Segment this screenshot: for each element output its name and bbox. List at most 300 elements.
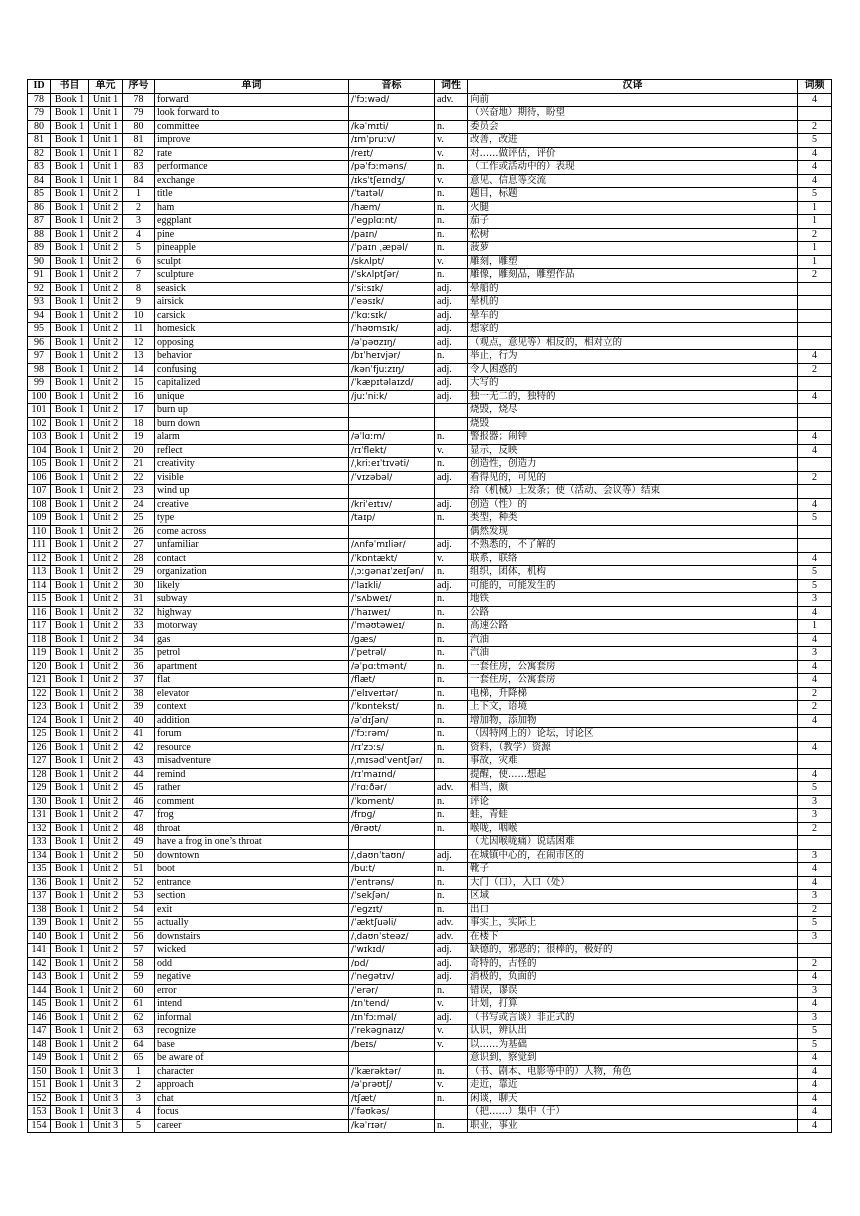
cell-book: Book 1 bbox=[51, 890, 89, 904]
cell-translation: （因特网上的）论坛，讨论区 bbox=[468, 728, 798, 742]
cell-id: 139 bbox=[28, 917, 51, 931]
cell-phonetic: /ˈvɪzəbəl/ bbox=[349, 471, 435, 485]
cell-book: Book 1 bbox=[51, 998, 89, 1012]
cell-pos: n. bbox=[435, 674, 468, 688]
cell-id: 148 bbox=[28, 1038, 51, 1052]
cell-word: visible bbox=[155, 471, 349, 485]
cell-word: come across bbox=[155, 525, 349, 539]
cell-word: forward bbox=[155, 93, 349, 107]
cell-seq: 47 bbox=[123, 809, 155, 823]
cell-id: 117 bbox=[28, 620, 51, 634]
cell-book: Book 1 bbox=[51, 498, 89, 512]
cell-pos: n. bbox=[435, 1119, 468, 1133]
cell-pos: n. bbox=[435, 984, 468, 998]
cell-frequency: 3 bbox=[798, 984, 832, 998]
cell-seq: 55 bbox=[123, 917, 155, 931]
table-row bbox=[28, 836, 832, 850]
cell-frequency: 5 bbox=[798, 134, 832, 148]
cell-translation: 汽油 bbox=[468, 647, 798, 661]
cell-frequency: 2 bbox=[798, 120, 832, 134]
cell-unit: Unit 2 bbox=[89, 822, 123, 836]
table-row bbox=[28, 134, 832, 148]
cell-seq: 53 bbox=[123, 890, 155, 904]
cell-phonetic: /ˈeɡplɑːnt/ bbox=[349, 215, 435, 229]
cell-pos: n. bbox=[435, 228, 468, 242]
cell-phonetic: /ˈlaɪkli/ bbox=[349, 579, 435, 593]
cell-frequency: 3 bbox=[798, 647, 832, 661]
cell-frequency: 4 bbox=[798, 350, 832, 364]
cell-unit: Unit 1 bbox=[89, 147, 123, 161]
cell-word: character bbox=[155, 1065, 349, 1079]
table-row bbox=[28, 161, 832, 175]
cell-unit: Unit 1 bbox=[89, 161, 123, 175]
cell-frequency: 4 bbox=[798, 741, 832, 755]
cell-translation: 评论 bbox=[468, 795, 798, 809]
cell-frequency bbox=[798, 323, 832, 337]
cell-frequency: 2 bbox=[798, 903, 832, 917]
cell-translation: 电梯，升降梯 bbox=[468, 687, 798, 701]
cell-pos: n. bbox=[435, 890, 468, 904]
table-row bbox=[28, 647, 832, 661]
cell-frequency: 1 bbox=[798, 242, 832, 256]
cell-frequency: 5 bbox=[798, 917, 832, 931]
cell-seq: 25 bbox=[123, 512, 155, 526]
cell-book: Book 1 bbox=[51, 1038, 89, 1052]
cell-word: committee bbox=[155, 120, 349, 134]
cell-translation: 汽油 bbox=[468, 633, 798, 647]
cell-id: 121 bbox=[28, 674, 51, 688]
cell-word: type bbox=[155, 512, 349, 526]
cell-word: be aware of bbox=[155, 1052, 349, 1066]
header-frequency: 词频 bbox=[798, 80, 832, 94]
cell-unit: Unit 2 bbox=[89, 498, 123, 512]
table-row bbox=[28, 188, 832, 202]
cell-seq: 7 bbox=[123, 269, 155, 283]
cell-frequency: 3 bbox=[798, 795, 832, 809]
cell-translation: 晕机的 bbox=[468, 296, 798, 310]
cell-id: 83 bbox=[28, 161, 51, 175]
cell-seq: 37 bbox=[123, 674, 155, 688]
table-row bbox=[28, 93, 832, 107]
cell-book: Book 1 bbox=[51, 606, 89, 620]
cell-phonetic: /ˈməʊtəweɪ/ bbox=[349, 620, 435, 634]
cell-unit: Unit 2 bbox=[89, 593, 123, 607]
cell-word: actually bbox=[155, 917, 349, 931]
cell-phonetic: /ɡæs/ bbox=[349, 633, 435, 647]
cell-phonetic bbox=[349, 107, 435, 121]
cell-book: Book 1 bbox=[51, 1052, 89, 1066]
cell-frequency: 1 bbox=[798, 201, 832, 215]
cell-word: frog bbox=[155, 809, 349, 823]
cell-word: downtown bbox=[155, 849, 349, 863]
cell-word: pine bbox=[155, 228, 349, 242]
cell-frequency bbox=[798, 755, 832, 769]
header-translation: 汉译 bbox=[468, 80, 798, 94]
cell-frequency: 2 bbox=[798, 471, 832, 485]
cell-frequency: 5 bbox=[798, 188, 832, 202]
cell-pos: adv. bbox=[435, 930, 468, 944]
cell-translation: 显示，反映 bbox=[468, 444, 798, 458]
cell-frequency: 4 bbox=[798, 876, 832, 890]
cell-phonetic: /ˈkɒntekst/ bbox=[349, 701, 435, 715]
cell-translation: 职业，事业 bbox=[468, 1119, 798, 1133]
cell-phonetic: /ˈkɑːsɪk/ bbox=[349, 309, 435, 323]
cell-translation: 令人困惑的 bbox=[468, 363, 798, 377]
cell-word: sculpture bbox=[155, 269, 349, 283]
cell-frequency: 4 bbox=[798, 1106, 832, 1120]
cell-seq: 60 bbox=[123, 984, 155, 998]
cell-pos: n. bbox=[435, 755, 468, 769]
cell-book: Book 1 bbox=[51, 174, 89, 188]
cell-word: alarm bbox=[155, 431, 349, 445]
cell-id: 100 bbox=[28, 390, 51, 404]
cell-translation: 独一无二的，独特的 bbox=[468, 390, 798, 404]
cell-unit: Unit 2 bbox=[89, 525, 123, 539]
cell-unit: Unit 2 bbox=[89, 458, 123, 472]
table-row bbox=[28, 957, 832, 971]
cell-word: section bbox=[155, 890, 349, 904]
cell-frequency: 4 bbox=[798, 1092, 832, 1106]
cell-frequency: 1 bbox=[798, 215, 832, 229]
cell-unit: Unit 2 bbox=[89, 917, 123, 931]
cell-pos: n. bbox=[435, 215, 468, 229]
cell-translation: 雕刻，雕塑 bbox=[468, 255, 798, 269]
cell-pos: v. bbox=[435, 552, 468, 566]
cell-pos: v. bbox=[435, 174, 468, 188]
cell-seq: 20 bbox=[123, 444, 155, 458]
cell-seq: 26 bbox=[123, 525, 155, 539]
cell-word: creative bbox=[155, 498, 349, 512]
cell-seq: 11 bbox=[123, 323, 155, 337]
table-row bbox=[28, 107, 832, 121]
cell-pos: adj. bbox=[435, 1011, 468, 1025]
cell-word: burn down bbox=[155, 417, 349, 431]
cell-id: 105 bbox=[28, 458, 51, 472]
cell-book: Book 1 bbox=[51, 620, 89, 634]
cell-pos: n. bbox=[435, 188, 468, 202]
cell-frequency bbox=[798, 309, 832, 323]
cell-seq: 43 bbox=[123, 755, 155, 769]
cell-unit: Unit 2 bbox=[89, 890, 123, 904]
cell-translation: 高速公路 bbox=[468, 620, 798, 634]
cell-unit: Unit 2 bbox=[89, 930, 123, 944]
cell-translation: 意识到，察觉到 bbox=[468, 1052, 798, 1066]
cell-id: 106 bbox=[28, 471, 51, 485]
cell-translation: 雕像，雕刻品，雕塑作品 bbox=[468, 269, 798, 283]
cell-pos: n. bbox=[435, 620, 468, 634]
cell-word: focus bbox=[155, 1106, 349, 1120]
cell-frequency: 4 bbox=[798, 498, 832, 512]
table-row bbox=[28, 1106, 832, 1120]
table-row bbox=[28, 714, 832, 728]
cell-phonetic: /frɒɡ/ bbox=[349, 809, 435, 823]
cell-phonetic bbox=[349, 836, 435, 850]
cell-id: 99 bbox=[28, 377, 51, 391]
table-row bbox=[28, 552, 832, 566]
vocabulary-table bbox=[27, 79, 832, 1133]
cell-pos: adj. bbox=[435, 849, 468, 863]
cell-frequency: 3 bbox=[798, 1011, 832, 1025]
cell-word: recognize bbox=[155, 1025, 349, 1039]
cell-frequency bbox=[798, 336, 832, 350]
cell-seq: 40 bbox=[123, 714, 155, 728]
cell-pos: n. bbox=[435, 512, 468, 526]
cell-id: 124 bbox=[28, 714, 51, 728]
cell-pos: n. bbox=[435, 795, 468, 809]
cell-book: Book 1 bbox=[51, 363, 89, 377]
cell-phonetic bbox=[349, 417, 435, 431]
cell-translation: 松树 bbox=[468, 228, 798, 242]
cell-translation: 可能的，可能发生的 bbox=[468, 579, 798, 593]
cell-book: Book 1 bbox=[51, 336, 89, 350]
cell-unit: Unit 2 bbox=[89, 660, 123, 674]
cell-unit: Unit 2 bbox=[89, 566, 123, 580]
table-row bbox=[28, 1092, 832, 1106]
table-row bbox=[28, 593, 832, 607]
cell-seq: 83 bbox=[123, 161, 155, 175]
cell-seq: 44 bbox=[123, 768, 155, 782]
cell-word: eggplant bbox=[155, 215, 349, 229]
cell-seq: 34 bbox=[123, 633, 155, 647]
cell-seq: 5 bbox=[123, 242, 155, 256]
cell-book: Book 1 bbox=[51, 1011, 89, 1025]
cell-translation: 上下文，语境 bbox=[468, 701, 798, 715]
cell-book: Book 1 bbox=[51, 404, 89, 418]
cell-phonetic: /kənˈfjuːzɪŋ/ bbox=[349, 363, 435, 377]
cell-book: Book 1 bbox=[51, 552, 89, 566]
cell-pos: n. bbox=[435, 606, 468, 620]
cell-seq: 82 bbox=[123, 147, 155, 161]
cell-pos: n. bbox=[435, 1065, 468, 1079]
cell-word: opposing bbox=[155, 336, 349, 350]
cell-book: Book 1 bbox=[51, 930, 89, 944]
cell-pos: n. bbox=[435, 458, 468, 472]
cell-id: 86 bbox=[28, 201, 51, 215]
cell-translation: 创造性，创造力 bbox=[468, 458, 798, 472]
cell-book: Book 1 bbox=[51, 660, 89, 674]
table-row bbox=[28, 431, 832, 445]
cell-seq: 5 bbox=[123, 1119, 155, 1133]
cell-unit: Unit 2 bbox=[89, 296, 123, 310]
table-row bbox=[28, 971, 832, 985]
cell-frequency bbox=[798, 728, 832, 742]
cell-id: 140 bbox=[28, 930, 51, 944]
cell-seq: 61 bbox=[123, 998, 155, 1012]
cell-unit: Unit 2 bbox=[89, 336, 123, 350]
cell-word: entrance bbox=[155, 876, 349, 890]
cell-frequency: 4 bbox=[798, 674, 832, 688]
cell-unit: Unit 2 bbox=[89, 714, 123, 728]
cell-translation: 在城镇中心的，在闹市区的 bbox=[468, 849, 798, 863]
cell-seq: 33 bbox=[123, 620, 155, 634]
cell-word: comment bbox=[155, 795, 349, 809]
cell-seq: 50 bbox=[123, 849, 155, 863]
cell-word: airsick bbox=[155, 296, 349, 310]
cell-frequency: 5 bbox=[798, 1038, 832, 1052]
cell-word: elevator bbox=[155, 687, 349, 701]
cell-unit: Unit 2 bbox=[89, 849, 123, 863]
cell-seq: 2 bbox=[123, 1079, 155, 1093]
table-row bbox=[28, 525, 832, 539]
cell-id: 81 bbox=[28, 134, 51, 148]
cell-unit: Unit 2 bbox=[89, 903, 123, 917]
cell-seq: 51 bbox=[123, 863, 155, 877]
table-row bbox=[28, 404, 832, 418]
cell-book: Book 1 bbox=[51, 863, 89, 877]
cell-unit: Unit 2 bbox=[89, 228, 123, 242]
cell-translation: 类型，种类 bbox=[468, 512, 798, 526]
cell-id: 115 bbox=[28, 593, 51, 607]
cell-pos: adv. bbox=[435, 93, 468, 107]
cell-phonetic: /ˈfɔːrəm/ bbox=[349, 728, 435, 742]
cell-book: Book 1 bbox=[51, 957, 89, 971]
cell-frequency: 4 bbox=[798, 971, 832, 985]
cell-book: Book 1 bbox=[51, 971, 89, 985]
cell-id: 103 bbox=[28, 431, 51, 445]
cell-id: 145 bbox=[28, 998, 51, 1012]
table-row bbox=[28, 876, 832, 890]
cell-seq: 49 bbox=[123, 836, 155, 850]
table-row bbox=[28, 1079, 832, 1093]
cell-phonetic: /skʌlpt/ bbox=[349, 255, 435, 269]
cell-id: 134 bbox=[28, 849, 51, 863]
cell-frequency: 3 bbox=[798, 930, 832, 944]
cell-phonetic: /juːˈniːk/ bbox=[349, 390, 435, 404]
cell-unit: Unit 2 bbox=[89, 1052, 123, 1066]
cell-id: 114 bbox=[28, 579, 51, 593]
cell-phonetic bbox=[349, 404, 435, 418]
cell-pos: n. bbox=[435, 863, 468, 877]
cell-pos: n. bbox=[435, 647, 468, 661]
table-row bbox=[28, 498, 832, 512]
cell-phonetic: /ˈeɡzɪt/ bbox=[349, 903, 435, 917]
cell-word: base bbox=[155, 1038, 349, 1052]
cell-frequency: 4 bbox=[798, 768, 832, 782]
table-row bbox=[28, 930, 832, 944]
cell-translation: （兴奋地）期待，盼望 bbox=[468, 107, 798, 121]
cell-seq: 3 bbox=[123, 1092, 155, 1106]
cell-frequency bbox=[798, 417, 832, 431]
cell-seq: 17 bbox=[123, 404, 155, 418]
cell-book: Book 1 bbox=[51, 1119, 89, 1133]
cell-pos: n. bbox=[435, 714, 468, 728]
cell-unit: Unit 2 bbox=[89, 768, 123, 782]
cell-book: Book 1 bbox=[51, 633, 89, 647]
cell-book: Book 1 bbox=[51, 714, 89, 728]
cell-seq: 36 bbox=[123, 660, 155, 674]
cell-book: Book 1 bbox=[51, 444, 89, 458]
cell-unit: Unit 2 bbox=[89, 809, 123, 823]
cell-book: Book 1 bbox=[51, 984, 89, 998]
cell-phonetic: /ˈsiːsɪk/ bbox=[349, 282, 435, 296]
cell-translation: 走近，靠近 bbox=[468, 1079, 798, 1093]
cell-word: intend bbox=[155, 998, 349, 1012]
header-seq: 序号 bbox=[123, 80, 155, 94]
cell-frequency: 4 bbox=[798, 714, 832, 728]
cell-phonetic: /əˈpəʊzɪŋ/ bbox=[349, 336, 435, 350]
cell-book: Book 1 bbox=[51, 188, 89, 202]
cell-unit: Unit 2 bbox=[89, 876, 123, 890]
cell-seq: 10 bbox=[123, 309, 155, 323]
cell-unit: Unit 2 bbox=[89, 741, 123, 755]
cell-id: 141 bbox=[28, 944, 51, 958]
cell-seq: 58 bbox=[123, 957, 155, 971]
cell-id: 131 bbox=[28, 809, 51, 823]
cell-word: boot bbox=[155, 863, 349, 877]
cell-seq: 41 bbox=[123, 728, 155, 742]
table-row bbox=[28, 728, 832, 742]
cell-phonetic: /ˈkærəktər/ bbox=[349, 1065, 435, 1079]
cell-frequency bbox=[798, 944, 832, 958]
cell-word: have a frog in one’s throat bbox=[155, 836, 349, 850]
cell-frequency: 4 bbox=[798, 606, 832, 620]
cell-id: 111 bbox=[28, 539, 51, 553]
cell-pos: adv. bbox=[435, 782, 468, 796]
cell-id: 101 bbox=[28, 404, 51, 418]
header-pos: 词性 bbox=[435, 80, 468, 94]
cell-phonetic: /reɪt/ bbox=[349, 147, 435, 161]
cell-seq: 16 bbox=[123, 390, 155, 404]
cell-phonetic: /ˈpaɪn ˌæpəl/ bbox=[349, 242, 435, 256]
cell-seq: 15 bbox=[123, 377, 155, 391]
cell-phonetic: /ˈkæpɪtəlaɪzd/ bbox=[349, 377, 435, 391]
header-unit: 单元 bbox=[89, 80, 123, 94]
cell-word: wind up bbox=[155, 485, 349, 499]
cell-unit: Unit 2 bbox=[89, 404, 123, 418]
cell-seq: 14 bbox=[123, 363, 155, 377]
cell-frequency: 3 bbox=[798, 849, 832, 863]
cell-pos: n. bbox=[435, 809, 468, 823]
cell-word: context bbox=[155, 701, 349, 715]
cell-book: Book 1 bbox=[51, 647, 89, 661]
cell-phonetic: /ˈfəʊkəs/ bbox=[349, 1106, 435, 1120]
cell-pos: adj. bbox=[435, 390, 468, 404]
cell-phonetic bbox=[349, 1052, 435, 1066]
cell-book: Book 1 bbox=[51, 512, 89, 526]
cell-word: remind bbox=[155, 768, 349, 782]
cell-translation: 警报器；闹钟 bbox=[468, 431, 798, 445]
cell-seq: 2 bbox=[123, 201, 155, 215]
cell-unit: Unit 2 bbox=[89, 687, 123, 701]
cell-book: Book 1 bbox=[51, 215, 89, 229]
cell-unit: Unit 2 bbox=[89, 417, 123, 431]
cell-book: Book 1 bbox=[51, 120, 89, 134]
cell-seq: 19 bbox=[123, 431, 155, 445]
cell-phonetic: /ˈrɑːðər/ bbox=[349, 782, 435, 796]
cell-phonetic: /bɪˈheɪvjər/ bbox=[349, 350, 435, 364]
cell-word: unfamiliar bbox=[155, 539, 349, 553]
cell-word: confusing bbox=[155, 363, 349, 377]
cell-pos: adj. bbox=[435, 471, 468, 485]
cell-phonetic: /ˈsʌbweɪ/ bbox=[349, 593, 435, 607]
cell-unit: Unit 2 bbox=[89, 863, 123, 877]
table-row bbox=[28, 1011, 832, 1025]
cell-frequency: 4 bbox=[798, 147, 832, 161]
cell-pos: adj. bbox=[435, 377, 468, 391]
cell-pos: adj. bbox=[435, 944, 468, 958]
cell-phonetic: /buːt/ bbox=[349, 863, 435, 877]
cell-word: motorway bbox=[155, 620, 349, 634]
cell-pos: v. bbox=[435, 444, 468, 458]
cell-id: 88 bbox=[28, 228, 51, 242]
cell-pos: adj. bbox=[435, 957, 468, 971]
cell-frequency: 2 bbox=[798, 687, 832, 701]
cell-book: Book 1 bbox=[51, 390, 89, 404]
table-row bbox=[28, 417, 832, 431]
cell-unit: Unit 2 bbox=[89, 971, 123, 985]
cell-translation: 创造（性）的 bbox=[468, 498, 798, 512]
cell-phonetic: /ˈpetrəl/ bbox=[349, 647, 435, 661]
